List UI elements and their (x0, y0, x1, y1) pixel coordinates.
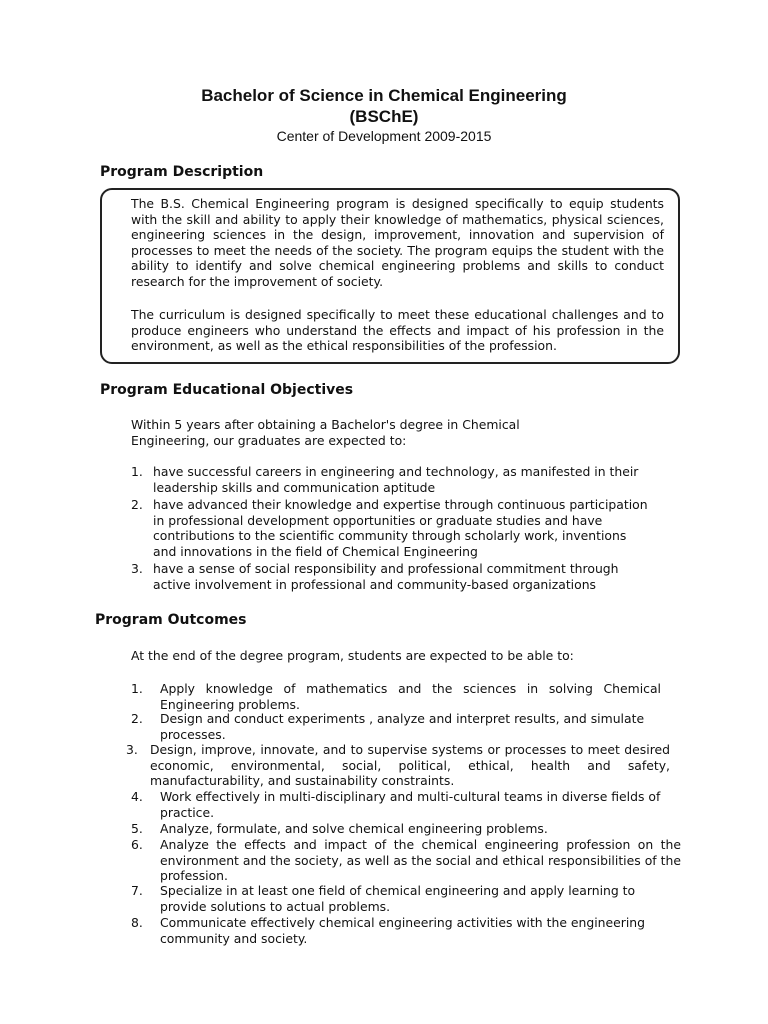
outcome-text: Design, improve, innovate, and to supervise systems or processes to meet desired economic, environmental, social, political, ethical, health and safety, manufacturability, and sustainability constraints. (150, 742, 670, 789)
outcome-text: Analyze the effects and impact of the chemical engineering profession on the environment and the society, as well as the social and ethical responsibilities of the profession. (160, 837, 681, 884)
outcome-number: 4. (131, 789, 143, 804)
outcome-number: 1. (131, 681, 143, 696)
outcome-text: Analyze, formulate, and solve chemical engineering problems. (160, 821, 548, 836)
outcome-text: Apply knowledge of mathematics and the sciences in solving Chemical Engineering problems. (160, 681, 661, 712)
objective-number: 3. (131, 561, 143, 576)
outcome-number: 5. (131, 821, 143, 836)
outcome-number: 3. (126, 742, 138, 757)
program-outcomes-heading: Program Outcomes (95, 612, 247, 628)
program-outcomes-intro: At the end of the degree program, students are expected to be able to: (131, 648, 574, 663)
outcome-number: 8. (131, 915, 143, 930)
outcome-text: Work effectively in multi-disciplinary and multi-cultural teams in diverse fields of practice. (160, 789, 661, 820)
objective-text: have successful careers in engineering and technology, as manifested in their leadership skills and communication aptitude (153, 464, 639, 495)
program-objectives-intro: Within 5 years after obtaining a Bachelor's degree in Chemical Engineering, our graduates are expected to: (131, 417, 520, 448)
outcome-text: Design and conduct experiments , analyze and interpret results, and simulate processes. (160, 711, 645, 742)
page-title-abbreviation: (BSChE) (349, 107, 419, 126)
objective-text: have advanced their knowledge and expertise through continuous participation in professional development opportunities or graduate studies and have contributions to the scientific community through scholarly work, inventions and innovations in the field of Chemical Engineering (153, 497, 648, 559)
outcome-text: Communicate effectively chemical engineering activities with the engineering community and society. (160, 915, 646, 946)
outcome-text: Specialize in at least one field of chemical engineering and apply learning to provide solutions to actual problems. (160, 883, 636, 914)
program-description-paragraph-2: The curriculum is designed specifically to meet these educational challenges and to produce engineers who understand the effects and impact of his profession in the environment, as well as the ethical responsibilities of the profession. (131, 307, 664, 354)
program-description-heading: Program Description (100, 164, 264, 180)
page-subtitle: Center of Development 2009-2015 (276, 128, 492, 144)
outcome-number: 6. (131, 837, 143, 852)
program-objectives-heading: Program Educational Objectives (100, 382, 354, 398)
page-title: Bachelor of Science in Chemical Engineering (201, 86, 567, 105)
objective-text: have a sense of social responsibility and professional commitment through active involvement in professional and community-based organizations (153, 561, 619, 592)
objective-number: 1. (131, 464, 143, 479)
program-description-paragraph-1: The B.S. Chemical Engineering program is designed specifically to equip students with the skill and ability to apply their knowledge of mathematics, physical sciences, engineering sciences in the design, improvement, innovation and supervision of processes to meet the needs of the society. The program equips the student with the ability to identify and solve chemical engineering problems and skills to conduct research for the improvement of society. (131, 196, 664, 289)
outcome-number: 7. (131, 883, 143, 898)
outcome-number: 2. (131, 711, 143, 726)
objective-number: 2. (131, 497, 143, 512)
